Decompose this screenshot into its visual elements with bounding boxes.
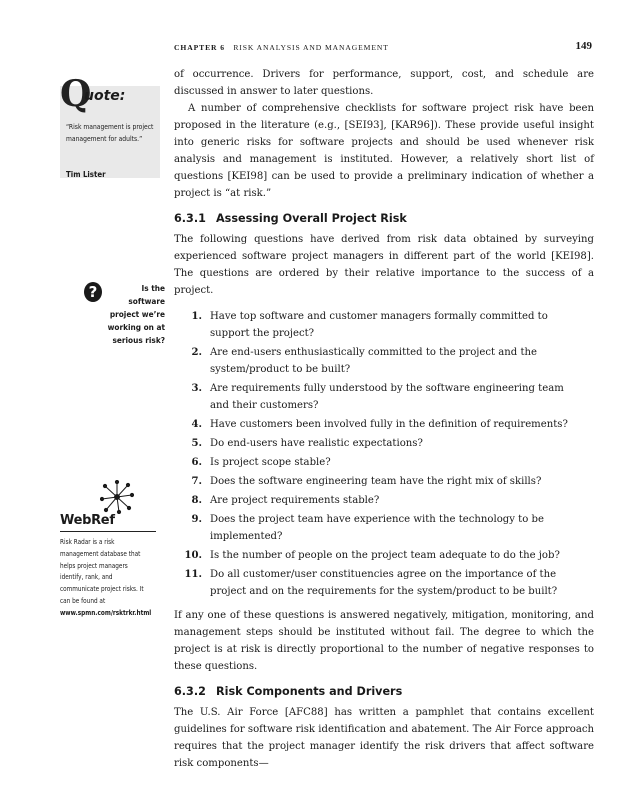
list-item (174, 380, 594, 414)
section-title: Assessing Overall Project Risk (216, 212, 407, 225)
section-number: 6.3.2 (174, 685, 206, 698)
list-item (174, 566, 594, 600)
item-number: 5. (191, 438, 202, 449)
list-item (174, 511, 594, 545)
quote-title: uote: (84, 88, 126, 104)
paragraph-air-force: The U.S. Air Force [AFC88] has written a pamphlet that contains excellent guidelines for software risk identification and abatement. The Air Force approach requires that the project manager identify the risk drivers that affect software risk components— (174, 707, 594, 769)
item-text: Have top software and customer managers formally committed to support the project? (210, 311, 548, 339)
question-line: Is the (141, 283, 165, 293)
item-number: 1. (191, 311, 202, 322)
question-line: project we’re (109, 309, 165, 319)
risk-question-list (174, 308, 594, 600)
paragraph-intro-questions: The following questions have derived from risk data obtained by surveying experienced software project managers in different part of the world [KEI98]. The questions are ordered by their relative importance to the success of a project. (174, 234, 594, 296)
item-text: Does the project team have experience with the technology to be implemented? (210, 514, 544, 542)
item-number: 7. (191, 476, 202, 487)
question-line: working on at (107, 322, 165, 332)
item-text: Do end-users have realistic expectations? (210, 438, 423, 449)
list-item (174, 492, 594, 509)
quote-letter-icon: Q (60, 73, 92, 115)
chapter-label: CHAPTER 6 (174, 43, 225, 52)
webref-starburst-icon (100, 480, 134, 514)
chapter-heading (174, 43, 389, 52)
item-text: Does the software engineering team have the right mix of skills? (210, 476, 542, 487)
item-text: Is project scope stable? (210, 457, 331, 468)
quote-author: Tim Lister (66, 170, 106, 179)
webref-text (60, 536, 150, 619)
paragraph-negative-responses: If any one of these questions is answered negatively, mitigation, monitoring, and management steps should be instituted without fail. The degree to which the project is at risk is directly proportional to the number of negative responses to these questions. (174, 610, 594, 672)
list-item (174, 454, 594, 471)
item-number: 4. (191, 419, 202, 430)
item-number: 10. (184, 550, 202, 561)
list-item (174, 473, 594, 490)
question-line: software (128, 296, 165, 306)
main-text-column (174, 66, 594, 772)
item-number: 9. (191, 514, 202, 525)
section-heading-6-3-1 (174, 211, 594, 227)
item-text: Are requirements fully understood by the software engineering team and their customers? (210, 383, 564, 411)
question-text (60, 282, 165, 347)
webref-divider (60, 531, 156, 532)
item-number: 2. (191, 347, 202, 358)
item-number: 3. (191, 383, 202, 394)
section-title: Risk Components and Drivers (216, 685, 403, 698)
list-item (174, 416, 594, 433)
item-number: 6. (191, 457, 202, 468)
list-item (174, 344, 594, 378)
list-item (174, 435, 594, 452)
webref-description: Risk Radar is a risk management database that helps project managers identify, rank, and communicate project risks. It can be found at (60, 537, 144, 605)
section-number: 6.3.1 (174, 212, 206, 225)
item-number: 8. (191, 495, 202, 506)
paragraph-checklists: A number of comprehensive checklists for software project risk have been proposed in the literature (e.g., [SEI93], [KAR96]). These provide useful insight into generic risks for software projects and should be used whenever risk analysis and management is instituted. However, a relatively short list of questions [KEI98] can be used to provide a preliminary indication of whether a project is “at risk.” (174, 103, 594, 199)
item-text: Are end-users enthusiastically committed to the project and the system/product to be built? (210, 347, 538, 375)
running-header (174, 40, 594, 56)
paragraph-continuation: of occurrence. Drivers for performance, support, cost, and schedule are discussed in answer to later questions. (174, 69, 594, 97)
webref-title: WebRef (60, 513, 115, 528)
list-item (174, 308, 594, 342)
section-heading-6-3-2 (174, 684, 594, 700)
quote-sidebar (60, 73, 160, 179)
webref-url-link[interactable]: www.spmn.com/rsktrkr.html (60, 607, 152, 617)
quote-text: “Risk management is project management for adults.” (66, 122, 154, 143)
list-item (174, 547, 594, 564)
question-mark-icon: ? (84, 282, 102, 302)
item-text: Are project requirements stable? (210, 495, 380, 506)
item-text: Have customers been involved fully in the definition of requirements? (210, 419, 568, 430)
item-text: Is the number of people on the project team adequate to do the job? (210, 550, 560, 561)
item-text: Do all customer/user constituencies agree on the importance of the project and on the requirements for the system/product to be built? (210, 569, 558, 597)
question-line: serious risk? (112, 335, 165, 345)
item-number: 11. (184, 569, 202, 580)
page-number: 149 (575, 40, 592, 52)
chapter-title: RISK ANALYSIS AND MANAGEMENT (233, 43, 389, 52)
